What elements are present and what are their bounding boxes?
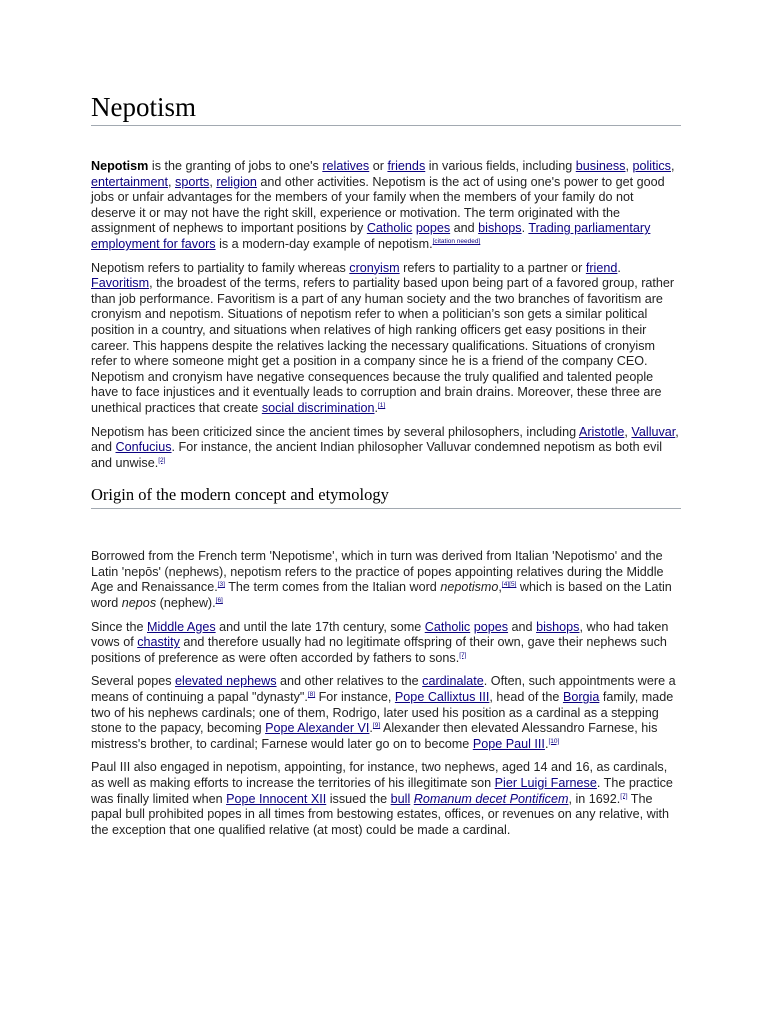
text-run: refers to partiality to a partner or — [399, 260, 586, 275]
wiki-link[interactable]: Catholic — [424, 619, 471, 634]
text-run: is the granting of jobs to one's — [148, 159, 323, 173]
citation-ref[interactable]: [1] — [378, 401, 386, 409]
wiki-link[interactable]: chastity — [137, 635, 180, 650]
origin-paragraph-4 — [91, 760, 681, 838]
text-run: . Often, such appointments were a means of continuing a papal "dynasty". — [91, 674, 676, 705]
text-run: and until the late 17th century, some — [215, 619, 425, 634]
text-run: and therefore usually had no legitimate offspring of their own, gave their nephews such positions of preference as were often accorded by fathers to sons. — [91, 635, 667, 665]
wiki-link[interactable]: Favoritism — [91, 276, 150, 291]
wiki-link[interactable]: entertainment — [91, 174, 169, 189]
citation-ref[interactable]: [4][5] — [501, 581, 517, 589]
citation-ref[interactable]: [10] — [548, 737, 560, 745]
wiki-link[interactable]: Trading parliamentary employment for favors — [91, 221, 651, 251]
wiki-link[interactable]: Confucius — [115, 440, 172, 455]
article-content — [91, 91, 681, 838]
wiki-link[interactable]: popes — [415, 221, 451, 236]
text-run: For instance, — [315, 690, 395, 705]
text-run: , — [498, 580, 502, 595]
wiki-link[interactable]: Pope Alexander VI — [265, 721, 370, 736]
citation-ref[interactable]: [8] — [307, 690, 316, 698]
text-run: . — [617, 260, 621, 275]
text-run: , who had taken vows of — [91, 619, 669, 650]
origin-paragraph-1 — [91, 549, 681, 611]
text-run: and — [508, 619, 537, 634]
text-run: , — [209, 174, 217, 189]
origin-paragraph-3 — [91, 674, 681, 752]
text-run: (nephew). — [156, 596, 216, 611]
wiki-link[interactable]: bishops — [478, 221, 522, 236]
section-heading-origin: Origin of the modern concept and etymology — [91, 485, 681, 509]
wiki-link[interactable]: Borgia — [562, 690, 600, 705]
text-run: is a modern-day example of nepotism. — [215, 236, 433, 251]
italic-term: nepos — [121, 596, 157, 611]
text-run: , — [168, 174, 176, 189]
page-title: Nepotism — [91, 91, 681, 126]
text-run: . For instance, the ancient Indian philosopher Valluvar condemned nepotism as both evil and unwise. — [91, 440, 663, 470]
origin-paragraph-2 — [91, 620, 681, 667]
intro-paragraph-2 — [91, 261, 681, 417]
wiki-link[interactable]: Pier Luigi Farnese — [494, 776, 597, 790]
text-run: , head of the — [489, 690, 563, 705]
text-run: , — [670, 159, 675, 173]
text-run: which is based on the Latin word — [91, 580, 672, 611]
text-run: The term comes from the Italian word — [224, 580, 441, 595]
wiki-link[interactable]: social discrimination — [261, 400, 375, 415]
wiki-link[interactable]: relatives — [322, 159, 370, 173]
text-run: , in 1692. — [568, 791, 621, 806]
wiki-link[interactable]: Pope Innocent XII — [226, 791, 327, 806]
wiki-link[interactable]: Aristotle — [578, 424, 625, 439]
text-run: . The practice was finally limited when — [91, 776, 673, 806]
wiki-link[interactable]: politics — [632, 159, 671, 173]
text-run: or — [369, 159, 388, 173]
wiki-link[interactable]: elevated nephews — [175, 674, 277, 689]
citation-ref[interactable]: [9] — [372, 722, 381, 730]
text-run: . — [521, 221, 529, 236]
wiki-link[interactable]: cronyism — [349, 260, 400, 275]
wiki-link[interactable]: business — [575, 159, 626, 173]
text-run: Several popes — [91, 674, 176, 689]
text-run: Nepotism has been criticized since the ancient times by several philosophers, including — [91, 424, 579, 439]
wiki-link[interactable]: friends — [387, 159, 426, 173]
text-run: . — [369, 721, 373, 736]
citation-ref[interactable]: [7] — [459, 651, 467, 659]
text-run: in various fields, including — [425, 159, 576, 173]
wiki-link[interactable]: Catholic — [366, 221, 413, 236]
wiki-link[interactable]: Pope Callixtus III — [394, 690, 490, 705]
text-run: , the broadest of the terms, refers to partiality based upon being part of a favored group, rather than job performance. Favoritism is a part of any human society and the two branches of favoritism are cronyism and nepotism. Situations of nepotism refer to when a politician’s son gets a similar political position in a country, and situations when relatives of high ranking officers get easy positions in their career. This happens despite the relatives lacking the necessary qualifications. Situations of cronyism refer to where someone might get a position in a company since he is a friend of the company CEO. Nepotism and cronyism have negative consequences because the truly qualified and talented people have to face injustices and it eventually leads to corruption and brain drains. Moreover, these three are unethical practices that create — [91, 276, 675, 415]
intro-paragraph-1 — [91, 159, 681, 253]
text-run: , and — [91, 424, 679, 455]
text-run: issued the — [326, 791, 391, 806]
italic-term: nepotismo — [440, 580, 499, 595]
citation-ref[interactable]: [7] — [620, 792, 628, 800]
bold-term: Nepotism — [91, 159, 149, 173]
intro-paragraph-3 — [91, 425, 681, 472]
text-run: and other relatives to the — [276, 674, 423, 689]
text-run: and — [450, 221, 479, 236]
citation-ref[interactable]: [6] — [215, 596, 223, 604]
wiki-link[interactable]: popes — [473, 619, 509, 634]
text-run: Nepotism refers to partiality to family whereas — [91, 260, 350, 275]
citation-ref[interactable]: [2] — [158, 456, 166, 464]
text-run: Since the — [91, 619, 148, 634]
wiki-link[interactable]: bull — [390, 791, 411, 806]
text-run: Borrowed from the French term 'Nepotisme', which in turn was derived from Italian 'Nepotismo' and the Latin 'nepōs' (nephews), nepotism refers to the practice of popes appointing relatives during the Middle Age and Renaissance. — [91, 549, 664, 595]
text-run: . — [544, 736, 549, 751]
wiki-link[interactable]: Middle Ages — [147, 619, 216, 634]
wiki-link[interactable]: Valluvar — [631, 424, 676, 439]
text-run: , — [624, 424, 632, 439]
citation-ref[interactable]: [citation needed] — [432, 237, 481, 245]
text-run: Alexander then elevated Alessandro Farnese, his mistress's brother, to cardinal; Farnese would later go on to become — [91, 721, 658, 751]
text-run: . — [374, 400, 378, 415]
wiki-link[interactable]: sports — [175, 174, 210, 189]
wiki-link[interactable]: cardinalate — [422, 674, 484, 689]
wiki-link[interactable]: religion — [216, 174, 257, 189]
text-run: , — [625, 159, 633, 173]
wiki-link[interactable]: friend — [585, 260, 618, 275]
text-run: family, made two of his nephews cardinals; one of them, Rodrigo, later used his position as a cardinal as a stepping stone to the papacy, becoming — [91, 690, 674, 736]
text-run: Paul III also engaged in nepotism, appointing, for instance, two nephews, aged 14 and 16, as cardinals, as well as making efforts to increase the territories of his illegitimate son — [91, 760, 668, 790]
wiki-link[interactable]: Pope Paul III — [472, 736, 545, 751]
wiki-link-italic[interactable]: Romanum decet Pontificem — [413, 791, 569, 806]
citation-ref[interactable]: [3] — [217, 581, 225, 589]
text-run: The papal bull prohibited popes in all times from bestowing estates, offices, or revenues on any relative, with the exception that one qualified relative (at most) could be made a cardinal. — [91, 791, 669, 837]
text-run: and other activities. Nepotism is the act of using one's power to get good jobs or unfair advantages for the members of your family when the members of your family do not deserve it or may not have the right skill, experience or motivation. The term originated with the assignment of nephews to important positions by — [91, 174, 665, 236]
wiki-link[interactable]: bishops — [536, 619, 580, 634]
